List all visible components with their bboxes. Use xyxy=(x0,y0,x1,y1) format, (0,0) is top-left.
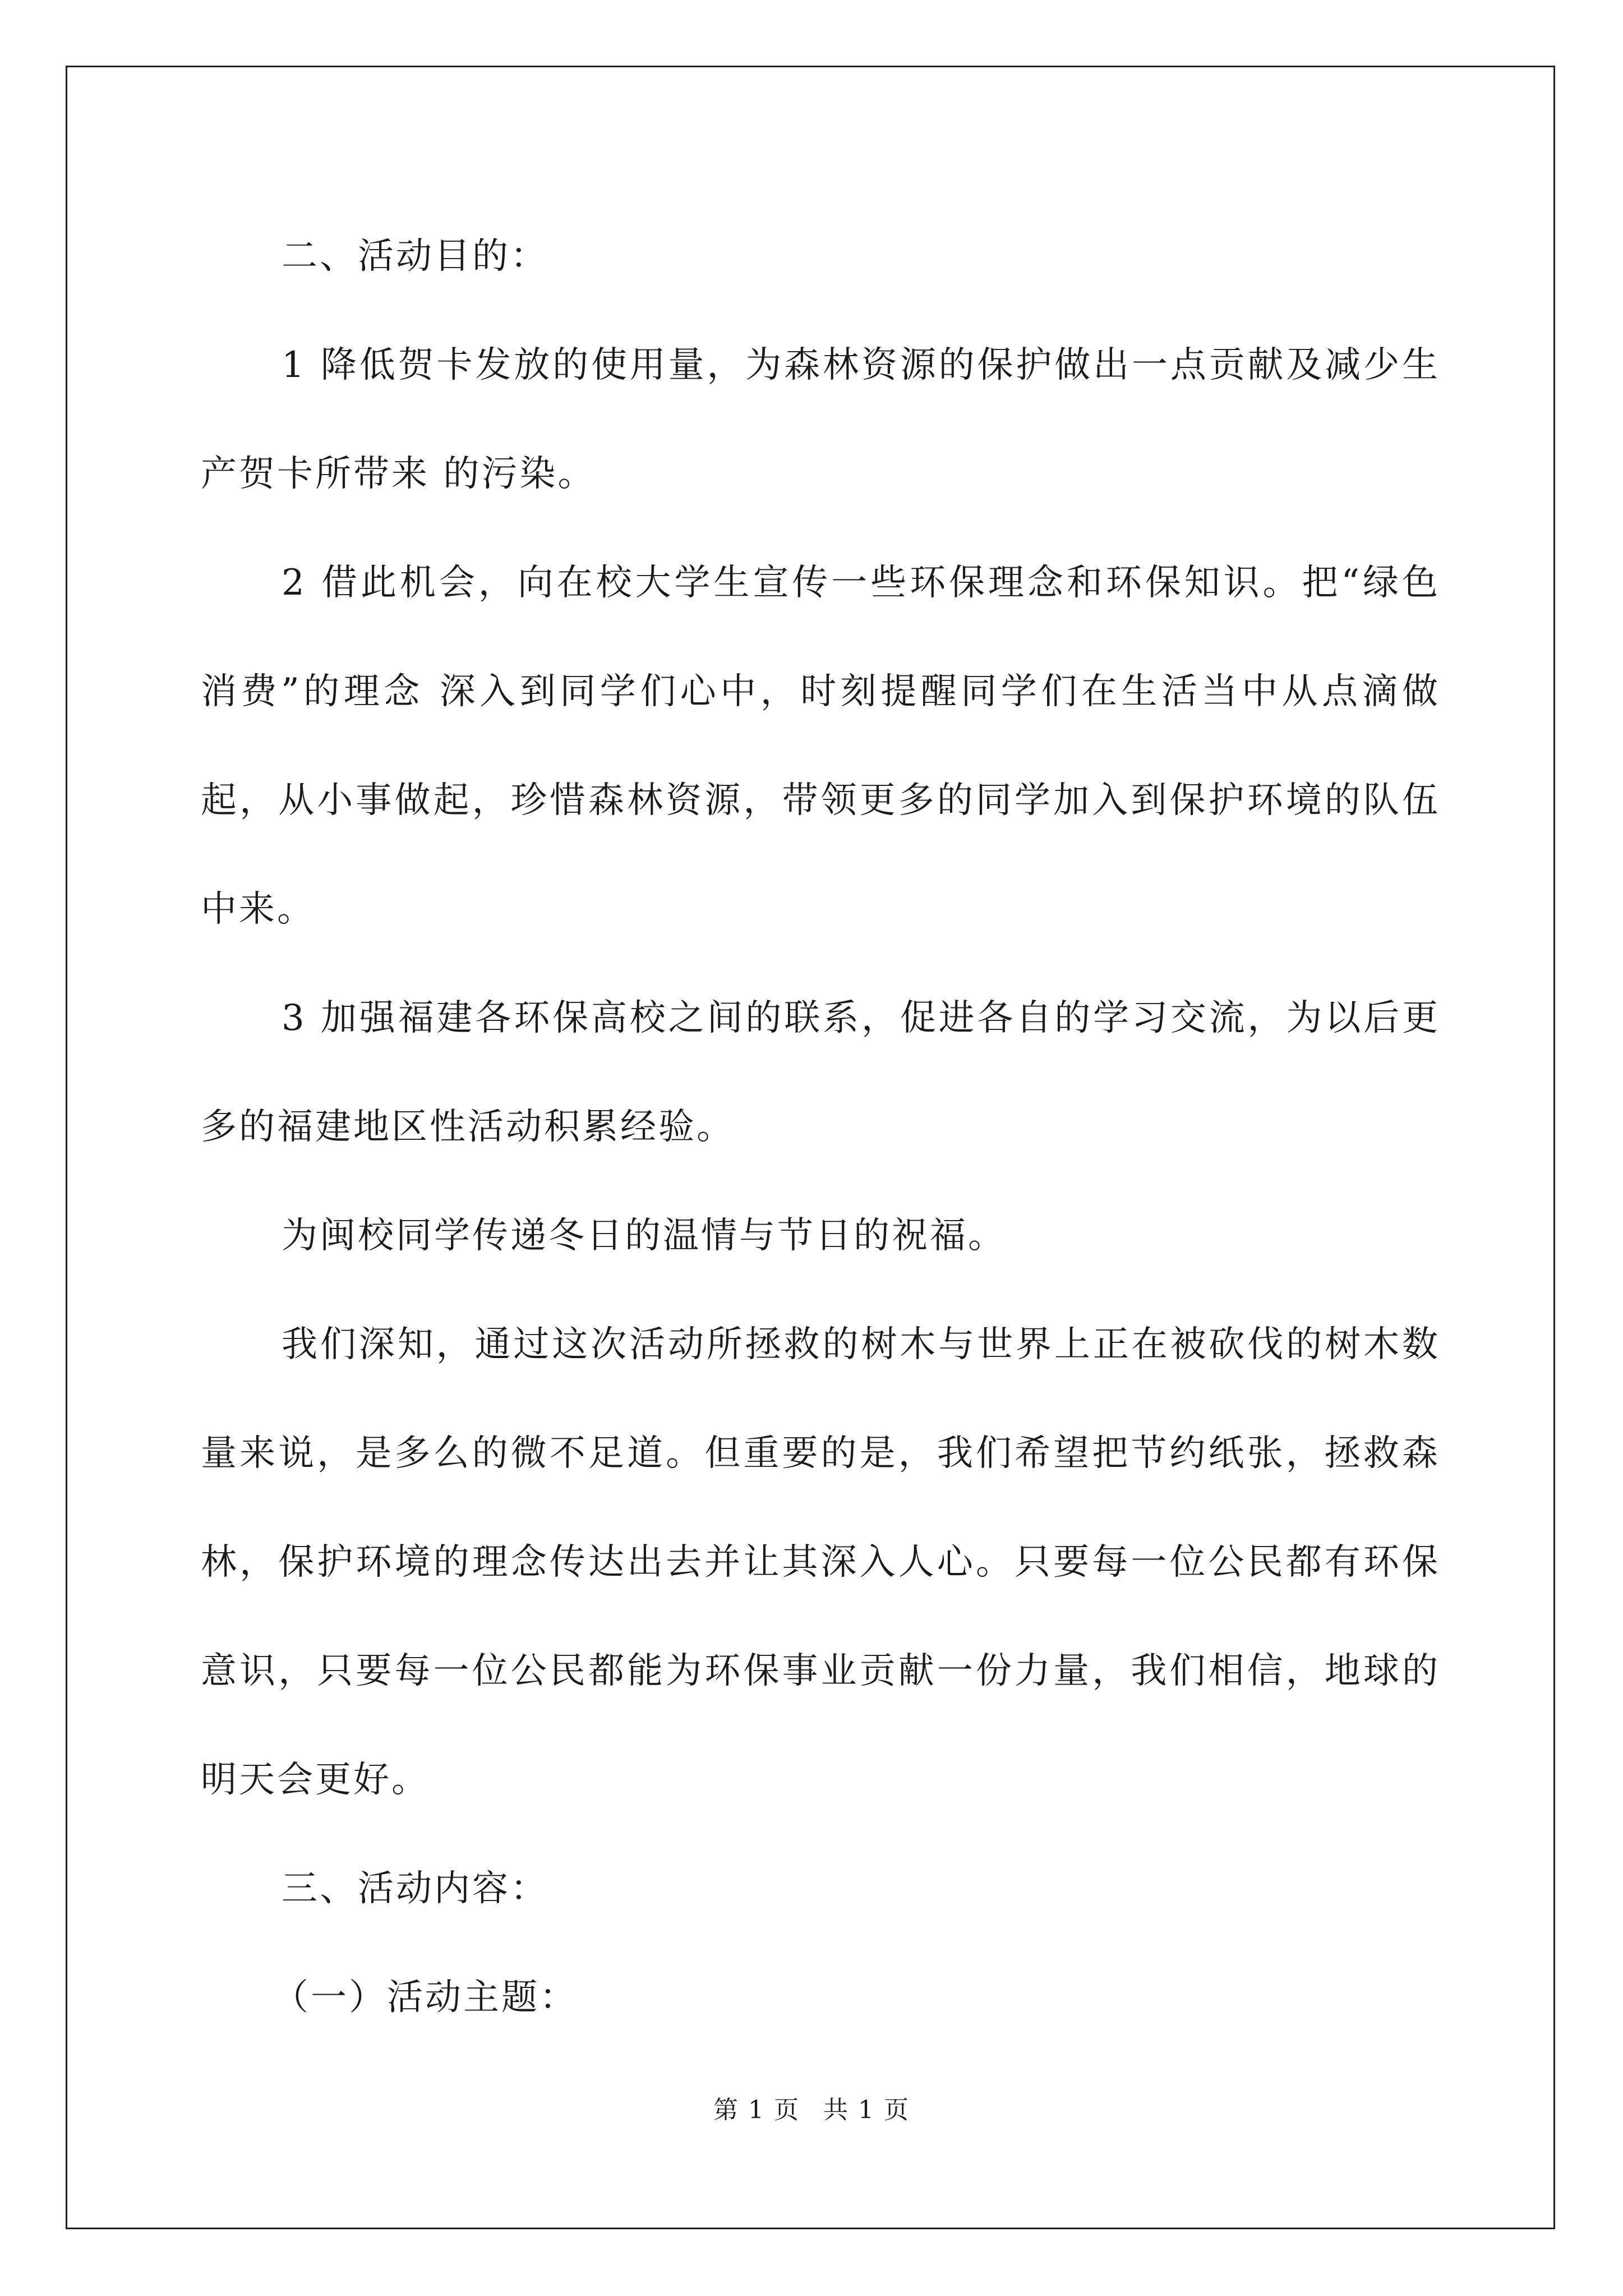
body-paragraph: 我们深知，通过这次活动所拯救的树木与世界上正在被砍伐的树木数量来说，是多么的微不足道。但重要的是，我们希望把节约纸张，拯救森林，保护环境的理念传达出去并让其深入人心。只要每一位公民都有环保意识，只要每一位公民都能为环保事业贡献一份力量，我们相信，地球的明天会更好。 xyxy=(201,1324,1440,1801)
page-total: 共 1 页 xyxy=(823,2096,910,2124)
purpose-item-3: 3 加强福建各环保高校之间的联系，促进各自的学习交流，为以后更多的福建地区性活动积累经验。 xyxy=(201,997,1440,1148)
document-body xyxy=(201,202,1440,2052)
purpose-item-2: 2 借此机会，向在校大学生宣传一些环保理念和环保知识。把“绿色消费”的理念 深入到同学们心中，时刻提醒同学们在生活当中从点滴做起，从小事做起，珍惜森林资源，带领更多的同学加入到保护环境的队伍中来。 xyxy=(201,562,1440,930)
purpose-item-1: 1 降低贺卡发放的使用量，为森林资源的保护做出一点贡献及减少生产贺卡所带来 的污染。 xyxy=(201,344,1440,495)
subsection-heading-theme: （一）活动主题： xyxy=(273,1977,578,2018)
page-footer xyxy=(0,2090,1623,2125)
section-heading-purpose: 二、活动目的： xyxy=(282,236,548,277)
purpose-statement: 为闽校同学传递冬日的温情与节日的祝福。 xyxy=(282,1215,1006,1257)
section-heading-content: 三、活动内容： xyxy=(282,1868,548,1910)
page-number: 第 1 页 xyxy=(713,2096,800,2124)
